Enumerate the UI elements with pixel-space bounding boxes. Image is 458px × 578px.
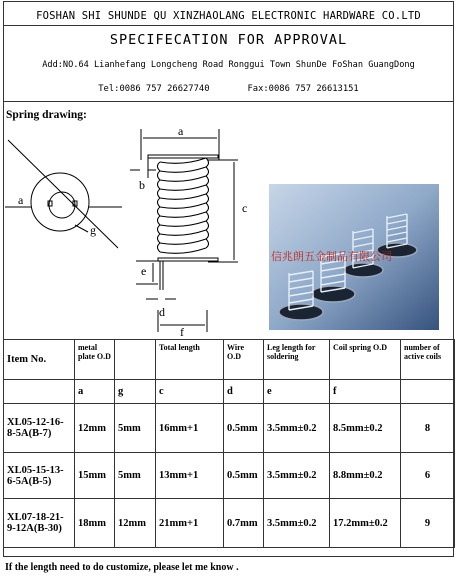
leader-line	[75, 225, 88, 232]
sub-header: g	[115, 380, 156, 404]
col-header: Wire O.D	[224, 340, 264, 380]
cell: 3.5mm±0.2	[264, 404, 330, 453]
table-row	[4, 499, 455, 548]
cell: 15mm	[75, 453, 115, 499]
spec-table	[3, 339, 455, 548]
cell: 3.5mm±0.2	[264, 453, 330, 499]
sub-header	[401, 380, 455, 404]
cell: 8	[401, 404, 455, 453]
plate-hole	[49, 192, 75, 218]
telephone: Tel:0086 757 26627740	[98, 84, 210, 94]
divider	[4, 101, 453, 102]
photo-watermark: 信兆朗五金制品有限公司	[271, 250, 392, 263]
col-header: Leg length for soldering	[264, 340, 330, 380]
cell: 5mm	[115, 404, 156, 453]
sub-header: f	[330, 380, 401, 404]
spring-base-plate	[311, 286, 355, 302]
sub-header: d	[224, 380, 264, 404]
col-header: number of active coils	[401, 340, 455, 380]
cell: 16mm+1	[156, 404, 224, 453]
sub-header	[4, 380, 75, 404]
cell: 13mm+1	[156, 453, 224, 499]
cell: 0.5mm	[224, 453, 264, 499]
drawing-title: Spring drawing:	[6, 109, 87, 121]
cell: 9	[401, 499, 455, 548]
cell: 0.7mm	[224, 499, 264, 548]
dim-label-d: d	[159, 305, 165, 319]
spring-bottom-plate	[158, 258, 218, 261]
item-number: XL05-12-16-8-5A(B-7)	[4, 404, 75, 453]
cell: 8.5mm±0.2	[330, 404, 401, 453]
dimension-line	[8, 140, 118, 248]
dim-label-a: a	[18, 193, 24, 207]
product-photo	[269, 184, 439, 330]
col-header: Coil spring O.D	[330, 340, 401, 380]
cell: 6	[401, 453, 455, 499]
company-address: Add:NO.64 Lianhefang Longcheng Road Ronggui Town ShunDe FoShan GuangDong	[42, 60, 415, 70]
document-title: SPECIFECATION FOR APPROVAL	[109, 32, 348, 48]
dim-label-e: e	[141, 264, 147, 278]
col-header	[115, 340, 156, 380]
cell: 8.8mm±0.2	[330, 453, 401, 499]
cell: 0.5mm	[224, 404, 264, 453]
dim-label-f: f	[180, 325, 184, 338]
dim-label-g: g	[90, 223, 96, 237]
cell: 18mm	[75, 499, 115, 548]
spring-base-plate	[279, 304, 323, 320]
col-header: Total length	[156, 340, 224, 380]
cell: 3.5mm±0.2	[264, 499, 330, 548]
table-row	[4, 404, 455, 453]
spring-drawing	[0, 120, 268, 338]
contact-line	[4, 84, 453, 94]
item-number: XL05-15-13-6-5A(B-5)	[4, 453, 75, 499]
col-header: metal plate O.D	[75, 340, 115, 380]
table-row	[4, 453, 455, 499]
col-header: Item No.	[4, 340, 75, 380]
footer-note: If the length need to do customize, please let me know .	[5, 562, 239, 573]
dim-label-a: a	[178, 124, 184, 138]
table-header-row	[4, 340, 455, 380]
cell: 5mm	[115, 453, 156, 499]
cell: 12mm	[75, 404, 115, 453]
fax-number: Fax:0086 757 26613151	[247, 84, 359, 94]
dim-label-c: c	[242, 201, 248, 215]
sub-header: a	[75, 380, 115, 404]
spring-top-plate	[148, 155, 218, 158]
plate-outline	[31, 173, 89, 231]
cell: 12mm	[115, 499, 156, 548]
sub-header: c	[156, 380, 224, 404]
sub-header: e	[264, 380, 330, 404]
divider	[4, 25, 453, 26]
spring-base-plate	[343, 263, 383, 277]
table-subheader-row	[4, 380, 455, 404]
cell: 17.2mm±0.2	[330, 499, 401, 548]
dim-label-b: b	[139, 178, 145, 192]
item-number: XL07-18-21-9-12A(B-30)	[4, 499, 75, 548]
cell: 21mm+1	[156, 499, 224, 548]
company-name: FOSHAN SHI SHUNDE QU XINZHAOLANG ELECTRONIC HARDWARE CO.LTD	[36, 10, 421, 22]
spring-coils	[158, 158, 209, 253]
